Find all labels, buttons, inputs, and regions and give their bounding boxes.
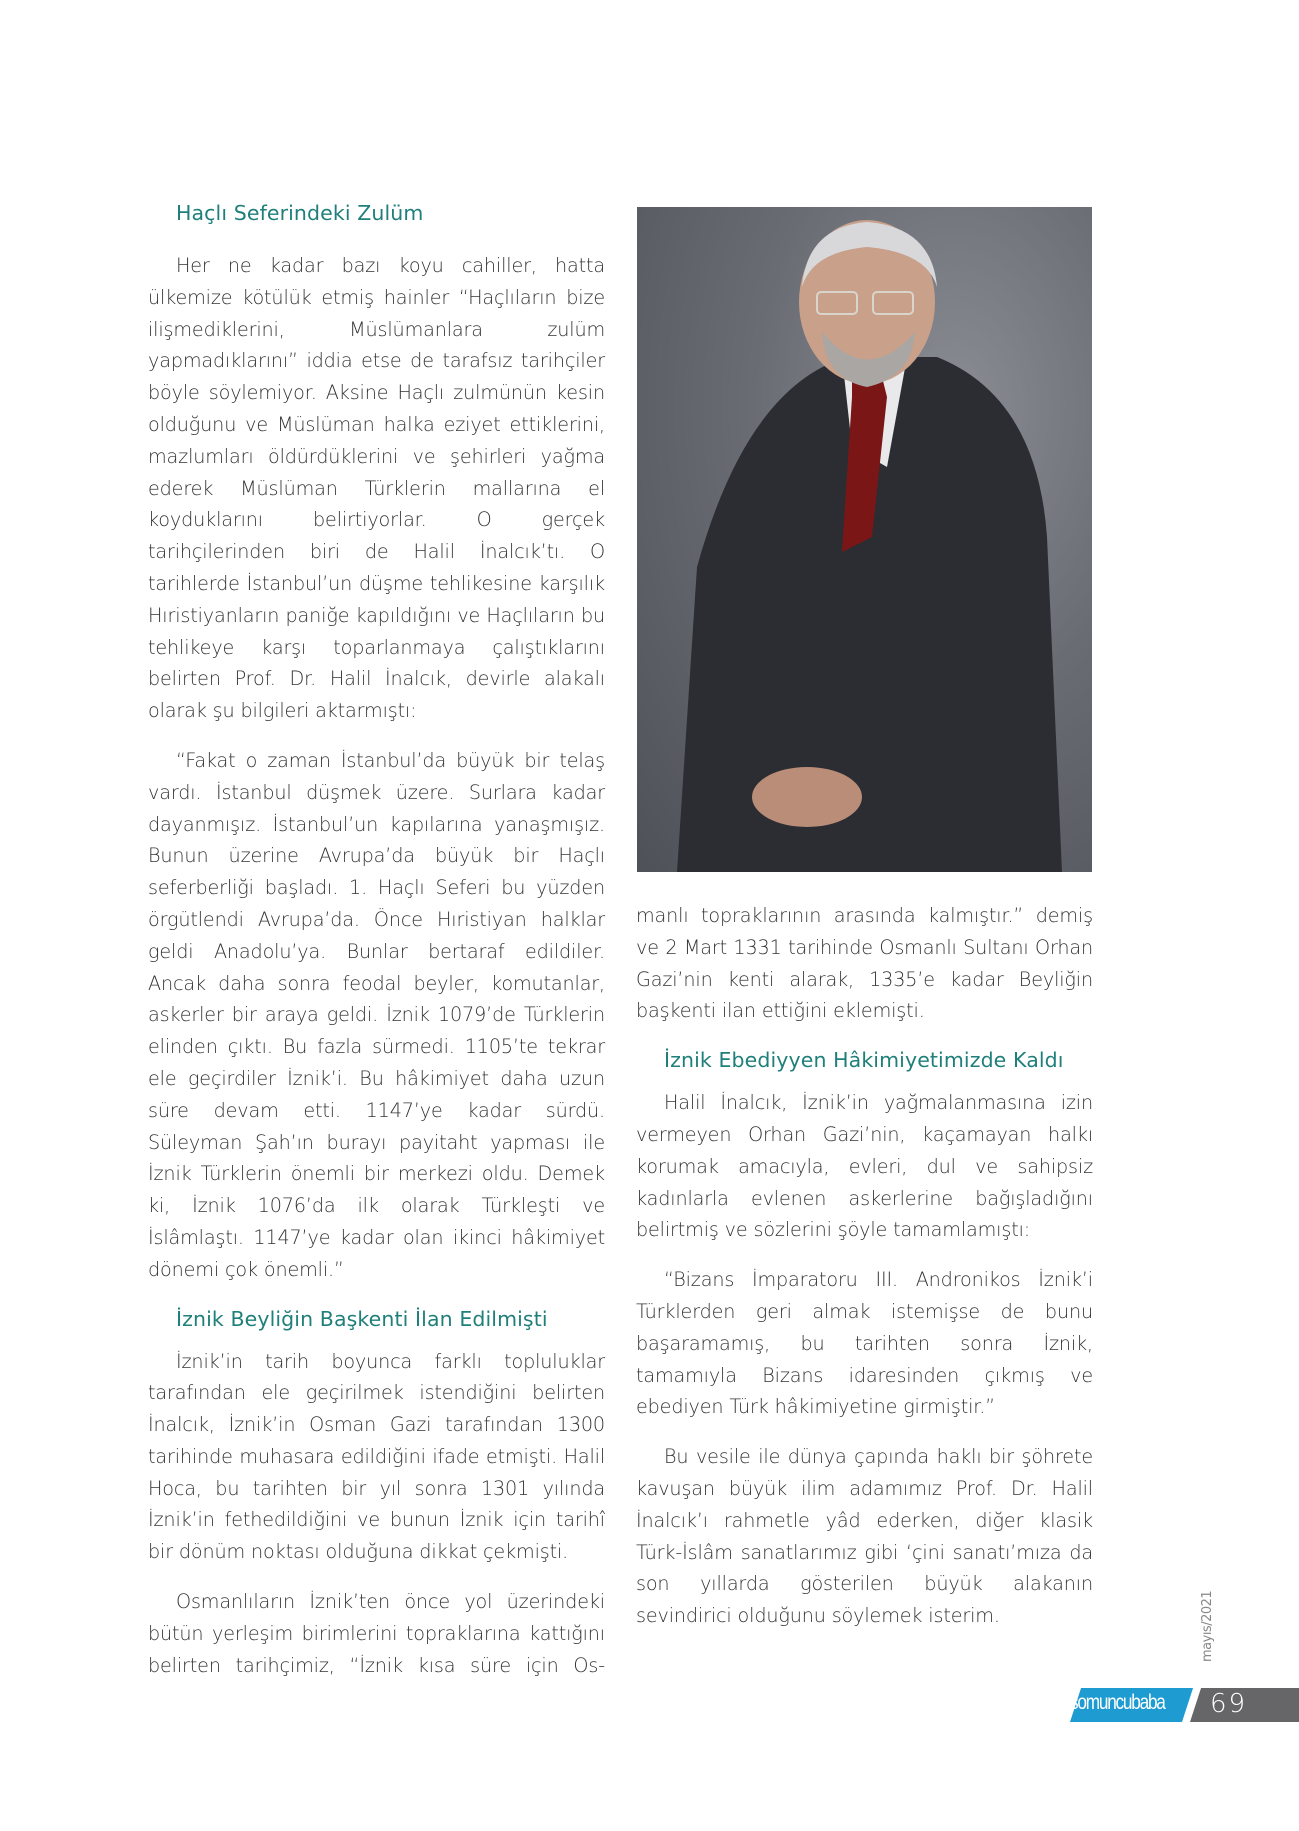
- issue-date: mayıs/2021: [1200, 1590, 1215, 1662]
- paragraph: Osmanlıların İznik’ten önce yol üzerindeki bütün yerleşim birimlerini topraklarına kattığını belirten tarihçimiz, “İznik kısa süre için Os-: [148, 1590, 605, 1677]
- quote-paragraph: “Fakat o zaman İstanbul’da büyük bir telaş vardı. İstanbul düşmek üzere. Surlara kadar dayanmışız. İstanbul’un kapılarına yanaşmışız. Bunun üzerine Avrupa’da büyük bir Haçlı seferberliği başladı. 1. Haçlı Seferi bu yüzden örgütlendi Avrupa’da. Önce Hıristiyan halklar geldi Anadolu’ya. Bunlar bertaraf edildiler. Ancak daha sonra feodal beyler, komutanlar, askerler bir araya geldi. İznik 1079’de Türklerin elinden çıktı. Bu fazla sürmedi. 1105’te tekrar ele geçirdiler İznik’i. Bu hâkimiyet daha uzun süre devam etti. 1147’ye kadar sürdü. Süleyman Şah’ın burayı payitaht yapması ile İznik Türklerin önemli bir merkezi oldu. Demek ki, İznik 1076’da ilk olarak Türkleşti ve İslâmlaştı. 1147’ye kadar olan ikinci hâkimiyet dönemi çok önemli.”: [148, 748, 605, 1281]
- footer-brand-bar: [1070, 1688, 1299, 1722]
- paragraph: Halil İnalcık, İznik’in yağmalanmasına izin vermeyen Orhan Gazi’nin, kaçamayan halkı korumak amacıyla, evleri, dul ve sahipsiz kadınlarla evlenen askerlerine bağışladığını belirtmiş ve sözlerini şöyle tamamlamıştı:: [636, 1091, 1093, 1242]
- section-heading-hacli-seferi: Haçlı Seferindeki Zulüm: [176, 201, 424, 225]
- portrait-illustration: [637, 207, 1092, 872]
- paragraph: İznik’in tarih boyunca farklı topluluklar tarafından ele geçirilmek istendiğini belirten İnalcık, İznik’in Osman Gazi tarafından 1300 tarihinde muhasara edildiğini ifade etmişti. Halil Hoca, bu tarihten bir yıl sonra 1301 yılında İznik’in fethedildiğini ve bunun İznik için tarihî bir dönüm noktası olduğuna dikkat çekmişti.: [148, 1349, 605, 1564]
- portrait-photo: [637, 207, 1092, 872]
- paragraph-continued: manlı topraklarının arasında kalmıştır.” demiş ve 2 Mart 1331 tarihinde Osmanlı Sultanı Orhan Gazi’nin kenti alarak, 1335’e kadar Beyliğin başkenti ilan ettiğini eklemişti.: [636, 904, 1093, 1023]
- left-column: [148, 198, 605, 1681]
- paragraph: Her ne kadar bazı koyu cahiller, hatta ülkemize kötülük etmiş hainler “Haçlıların bize ilişmediklerini, Müslümanlara zulüm yapmadıklarını” iddia etse de tarafsız tarihçiler böyle söylemiyor. Aksine Haçlı zulmünün kesin olduğunu ve Müslüman halka eziyet ettiklerini, mazlumları öldürdüklerini ve şehirleri yağma ederek Müslüman Türklerin mallarına el koyduklarını belirtiyorlar. O gerçek tarihçilerinden biri de Halil İnalcık’tı. O tarihlerde İstanbul’un düşme tehlikesine karşılık Hıristiyanların paniğe kapıldığını ve Haçlıların bu tehlikeye karşı toparlanmaya çalıştıklarını belirten Prof. Dr. Halil İnalcık, devirle alakalı olarak şu bilgileri aktarmıştı:: [148, 254, 605, 723]
- quote-paragraph: “Bizans İmparatoru III. Andronikos İznik’i Türklerden geri almak istemişse de bunu başaramamış, bu tarihten sonra İznik, tamamıyla Bizans idaresinden çıkmış ve ebediyen Türk hâkimiyetine girmiştir.”: [636, 1268, 1093, 1419]
- page-number: 69: [1210, 1689, 1248, 1719]
- section-heading-iznik-beylik: İznik Beyliğin Başkenti İlan Edilmişti: [176, 1306, 548, 1331]
- section-heading-iznik-ebediyyen: İznik Ebediyyen Hâkimiyetimizde Kaldı: [664, 1048, 1064, 1073]
- paragraph: Bu vesile ile dünya çapında haklı bir şöhrete kavuşan büyük ilim adamımız Prof. Dr. Halil İnalcık’ı rahmetle yâd ederken, diğer klasik Türk-İslâm sanatlarımız gibi ‘çini sanatı’mıza da son yıllarda gösterilen büyük alakanın sevindirici olduğunu söylemek isterim.: [636, 1445, 1093, 1628]
- right-column: [636, 900, 1093, 1632]
- magazine-name: somuncubaba: [1070, 1691, 1165, 1714]
